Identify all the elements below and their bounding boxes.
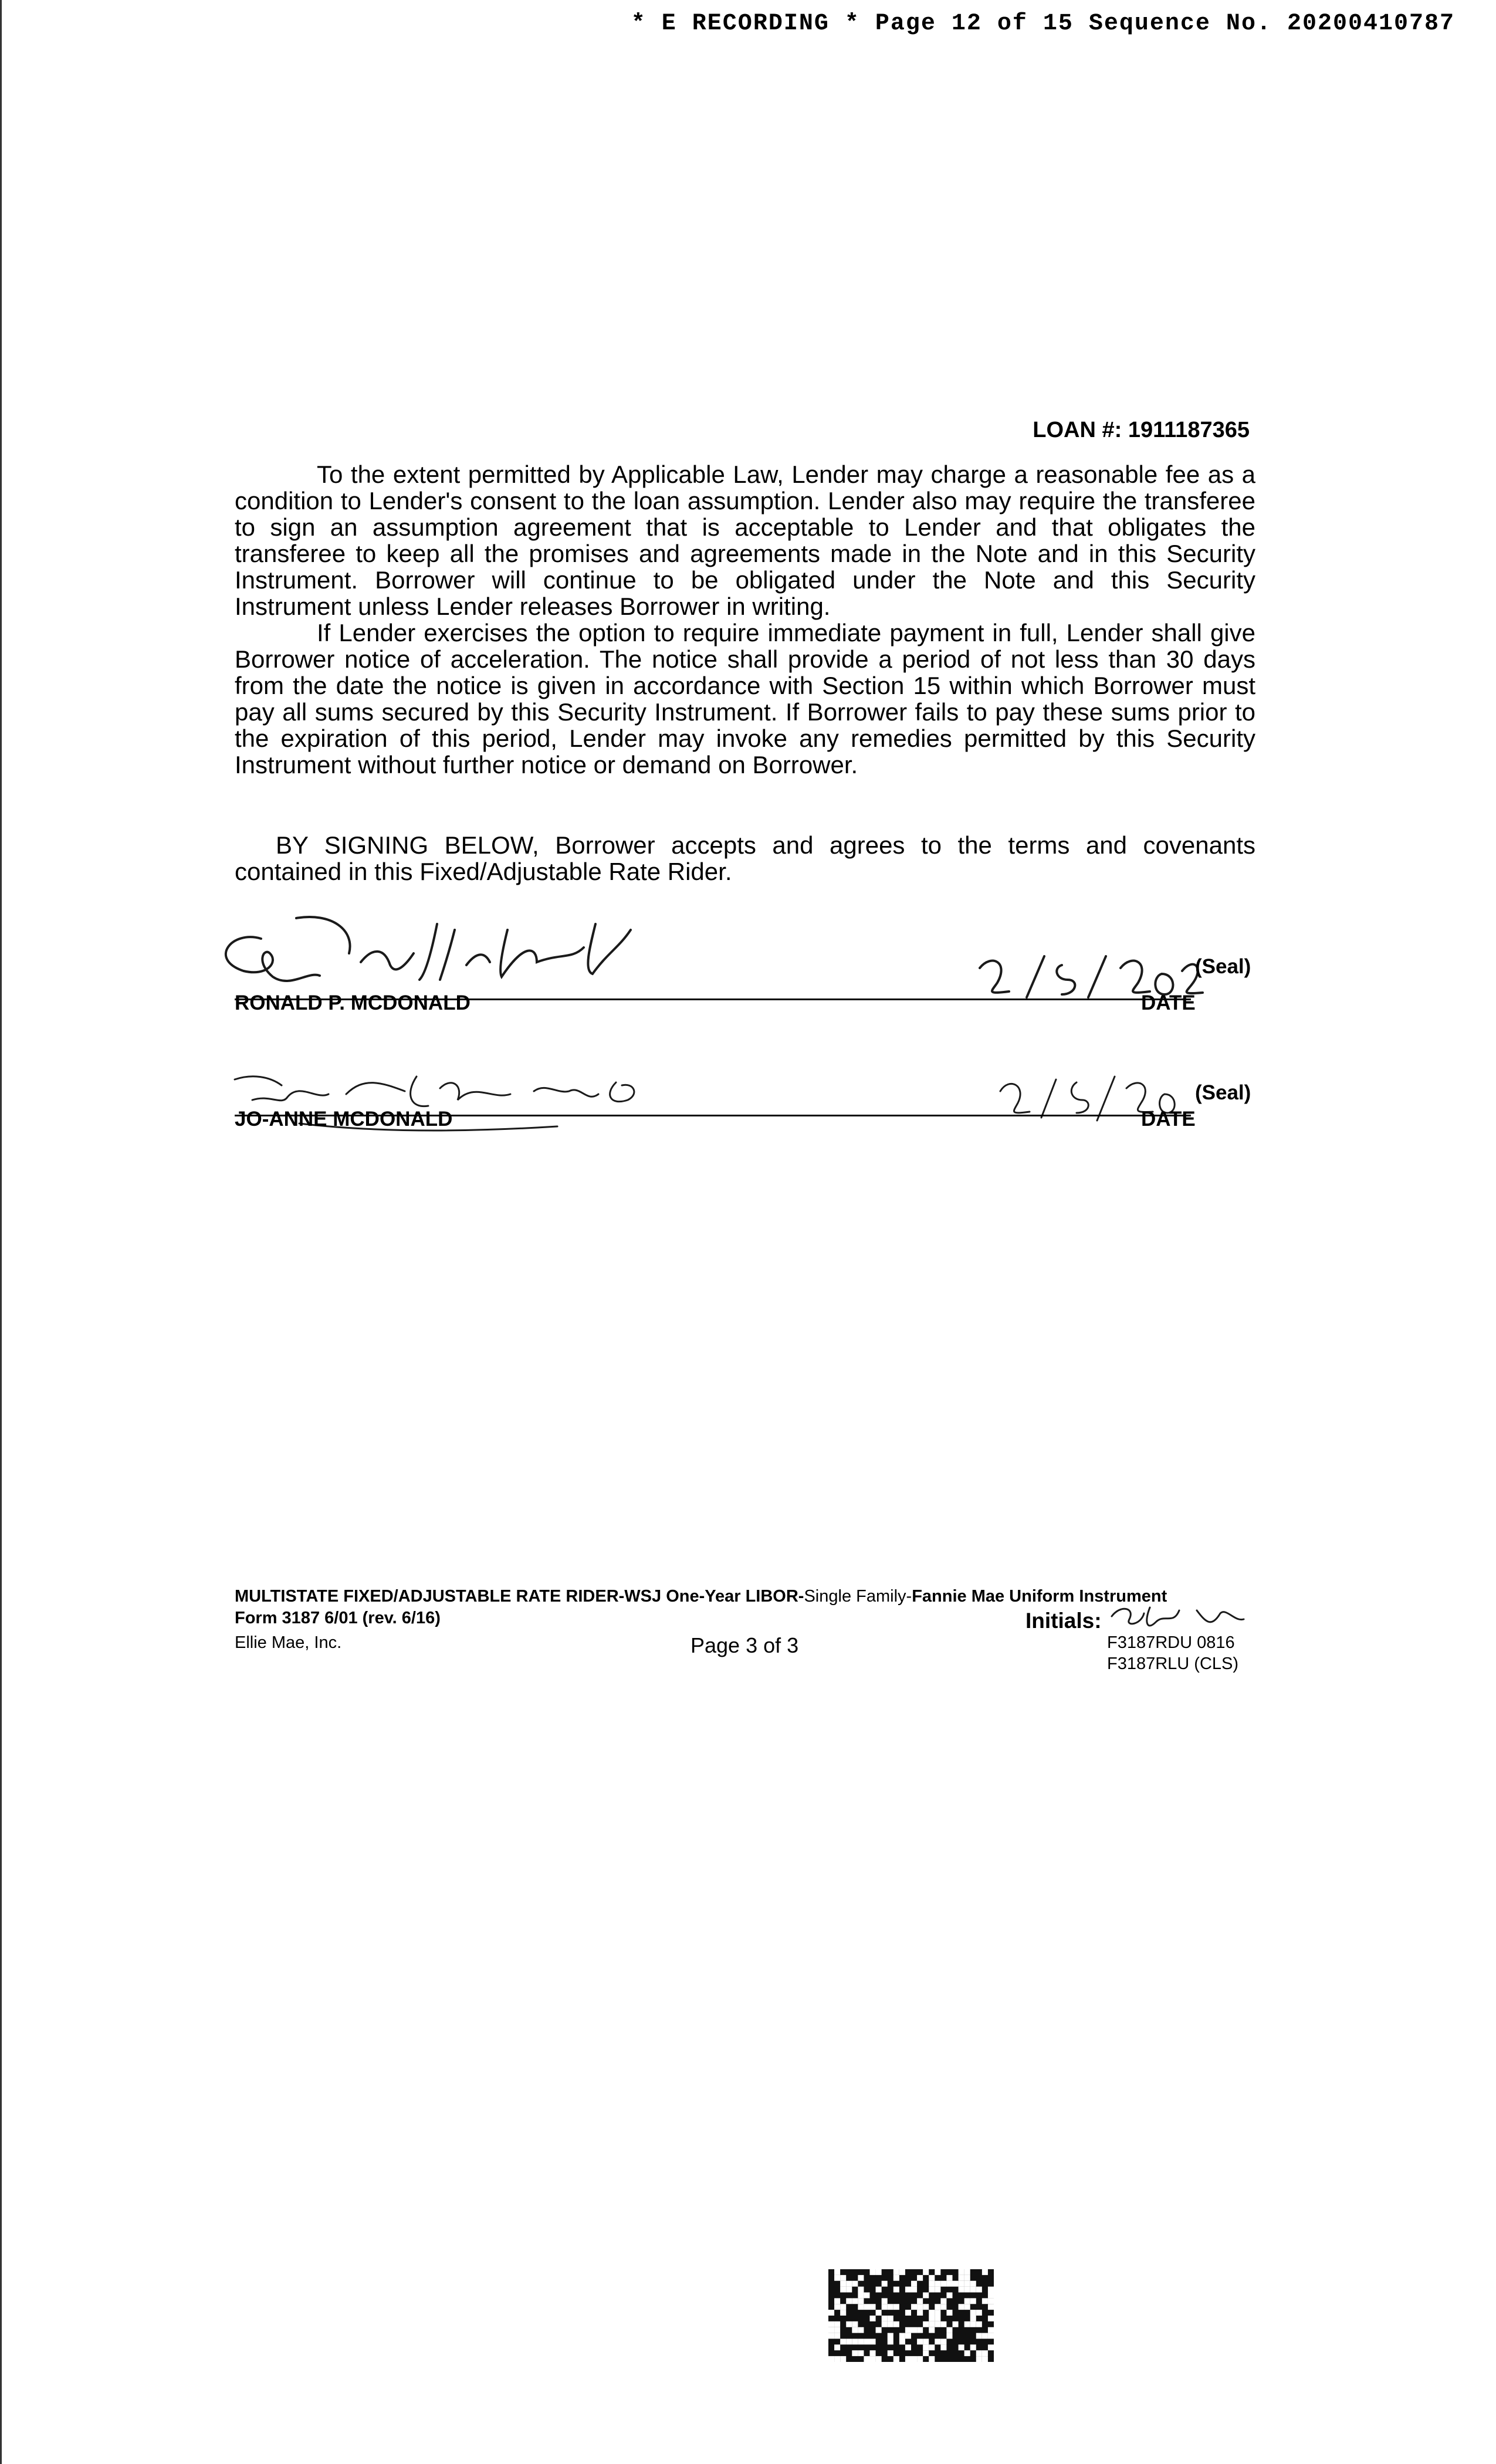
seal-label-2: (Seal) (1195, 1081, 1251, 1104)
barcode-image (828, 2269, 994, 2362)
recording-stamp: * E RECORDING * Page 12 of 15 Sequence No. 20200410787 (631, 11, 1455, 37)
paragraph-acceleration-notice: If Lender exercises the option to require immediate payment in full, Lender shall give Borrower notice of acceleration. The notice shall provide a period of not less than 30 days from the date the notice is given in accordance with Section 15 within which Borrower must pay all sums secured by this Security Instrument. If Borrower fails to pay these sums prior to the expiration of this period, Lender may invoke any remedies permitted by this Security Instrument without further notice or demand on Borrower. (235, 619, 1255, 779)
loan-label: LOAN #: (1033, 418, 1122, 442)
footer-form-title (235, 1587, 1167, 1606)
initials-handwriting (1109, 1599, 1250, 1634)
loan-number-line (1033, 418, 1250, 443)
date-label-2: DATE (1141, 1108, 1196, 1131)
footer-company: Ellie Mae, Inc. (235, 1633, 342, 1652)
footer-title-bold-1: MULTISTATE FIXED/ADJUSTABLE RATE RIDER-WSJ One-Year LIBOR- (235, 1587, 804, 1606)
footer-form-number: Form 3187 6/01 (rev. 6/16) (235, 1609, 441, 1627)
signing-statement (235, 832, 1255, 885)
footer-title-regular: Single Family- (804, 1587, 912, 1606)
rider-body (235, 461, 1255, 778)
initials-label: Initials: (1025, 1609, 1102, 1633)
paragraph-by-signing: BY SIGNING BELOW, Borrower accepts and agrees to the terms and covenants contained in this Fixed/Adjustable Rate Rider. (235, 831, 1255, 885)
page-number: Page 3 of 3 (691, 1633, 799, 1657)
date-label-1: DATE (1141, 991, 1196, 1014)
footer-code-2: F3187RLU (CLS) (1107, 1654, 1239, 1673)
signature-2-handwriting (229, 1059, 686, 1147)
footer-title-bold-2: Fannie Mae Uniform Instrument (912, 1587, 1167, 1606)
seal-label-1: (Seal) (1195, 955, 1251, 978)
footer-code-1: F3187RDU 0816 (1107, 1633, 1235, 1652)
borrower-name-2: JO-ANNE MCDONALD (235, 1108, 453, 1131)
paragraph-assumption-fee: To the extent permitted by Applicable Law, Lender may charge a reasonable fee as a condition to Lender's consent to the loan assumption. Lender also may require the transferee to sign an assumption agreement that is acceptable to Lender and that obligates the transferee to keep all the promises and agreements made in the Note and in this Security Instrument. Borrower will continue to be obligated under the Note and this Security Instrument unless Lender releases Borrower in writing. (235, 461, 1255, 620)
scan-edge-line (0, 0, 2, 2464)
borrower-name-1: RONALD P. MCDONALD (235, 991, 471, 1014)
loan-number: 1911187365 (1128, 418, 1250, 442)
